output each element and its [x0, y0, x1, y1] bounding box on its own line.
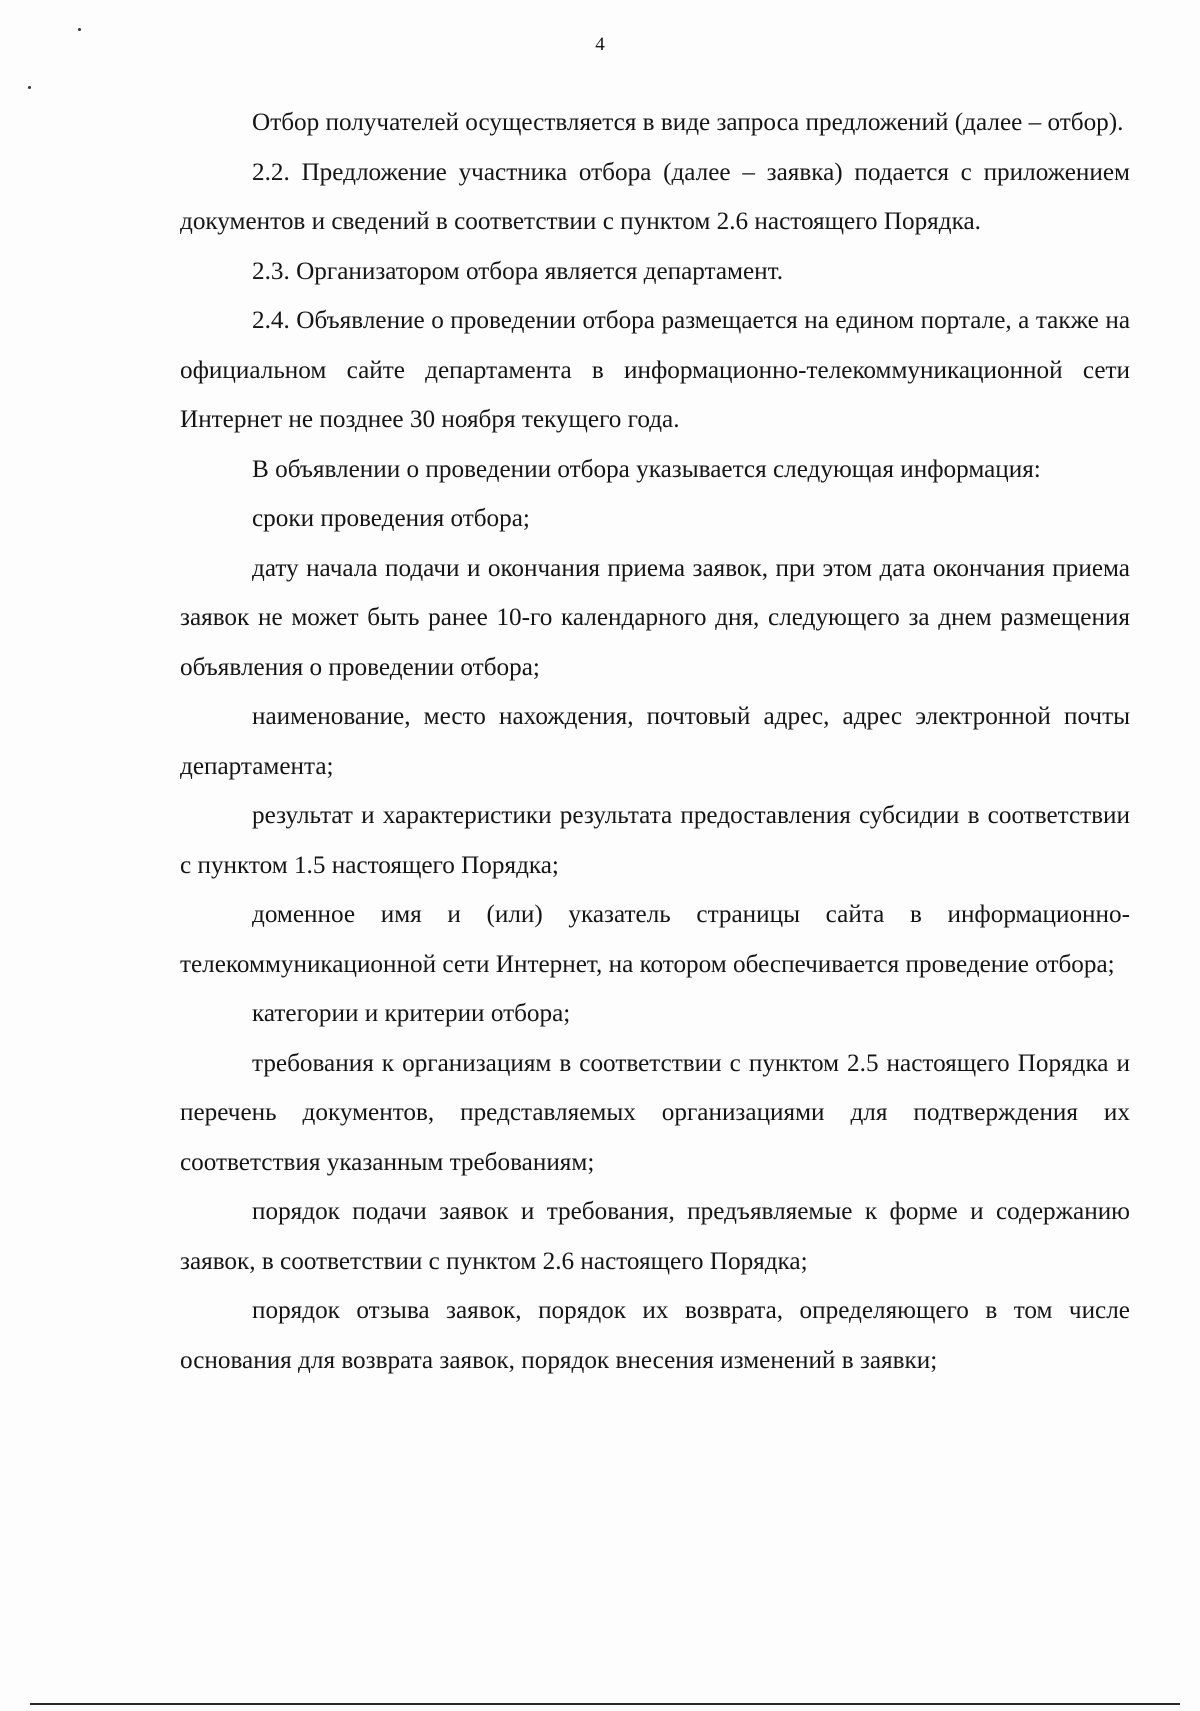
scan-edge-line [30, 1703, 1180, 1705]
paragraph: результат и характеристики результата предоставления субсидии в соответствии с пунктом 1.5 настоящего Порядка; [180, 802, 1130, 879]
paragraph: В объявлении о проведении отбора указывается следующая информация: [252, 455, 1041, 483]
paragraph: дату начала подачи и окончания приема заявок, при этом дата окончания приема заявок не может быть ранее 10-го календарного дня, следующего за днем размещения объявления о проведении отбора; [180, 554, 1130, 681]
paragraph: требования к организациям в соответствии с пунктом 2.5 настоящего Порядка и перечень документов, представляемых организациями для подтверждения их соответствия указанным требованиям; [180, 1049, 1130, 1176]
paragraph: 2.2. Предложение участника отбора (далее – заявка) подается с приложением документов и сведений в соответствии с пунктом 2.6 настоящего Порядка. [180, 158, 1130, 235]
paragraph: сроки проведения отбора; [252, 505, 530, 532]
page-number: 4 [595, 34, 605, 55]
paragraph: 2.4. Объявление о проведении отбора размещается на едином портале, а также на официальном сайте департамента в информационно-телекоммуникационной сети Интернет не позднее 30 ноября текущего года. [180, 307, 1130, 433]
paragraph: доменное имя и (или) указатель страницы сайта в информационно-телекоммуникационной сети Интернет, на котором обеспечивается проведение отбора; [180, 901, 1130, 978]
paragraph: порядок отзыва заявок, порядок их возврата, определяющего в том числе основания для возврата заявок, порядок внесения изменений в заявки; [180, 1297, 1130, 1374]
paragraph: Отбор получателей осуществляется в виде запроса предложений (далее – отбор). [252, 109, 1124, 136]
paragraph: 2.3. Организатором отбора является департамент. [252, 257, 784, 285]
document-body [180, 98, 1130, 1385]
paragraph: наименование, место нахождения, почтовый адрес, адрес электронной почты департамента; [180, 703, 1130, 780]
scan-speck [78, 28, 81, 31]
paragraph: порядок подачи заявок и требования, предъявляемые к форме и содержанию заявок, в соответствии с пунктом 2.6 настоящего Порядка; [180, 1198, 1130, 1275]
scan-speck [28, 86, 31, 89]
paragraph: категории и критерии отбора; [252, 1000, 571, 1027]
